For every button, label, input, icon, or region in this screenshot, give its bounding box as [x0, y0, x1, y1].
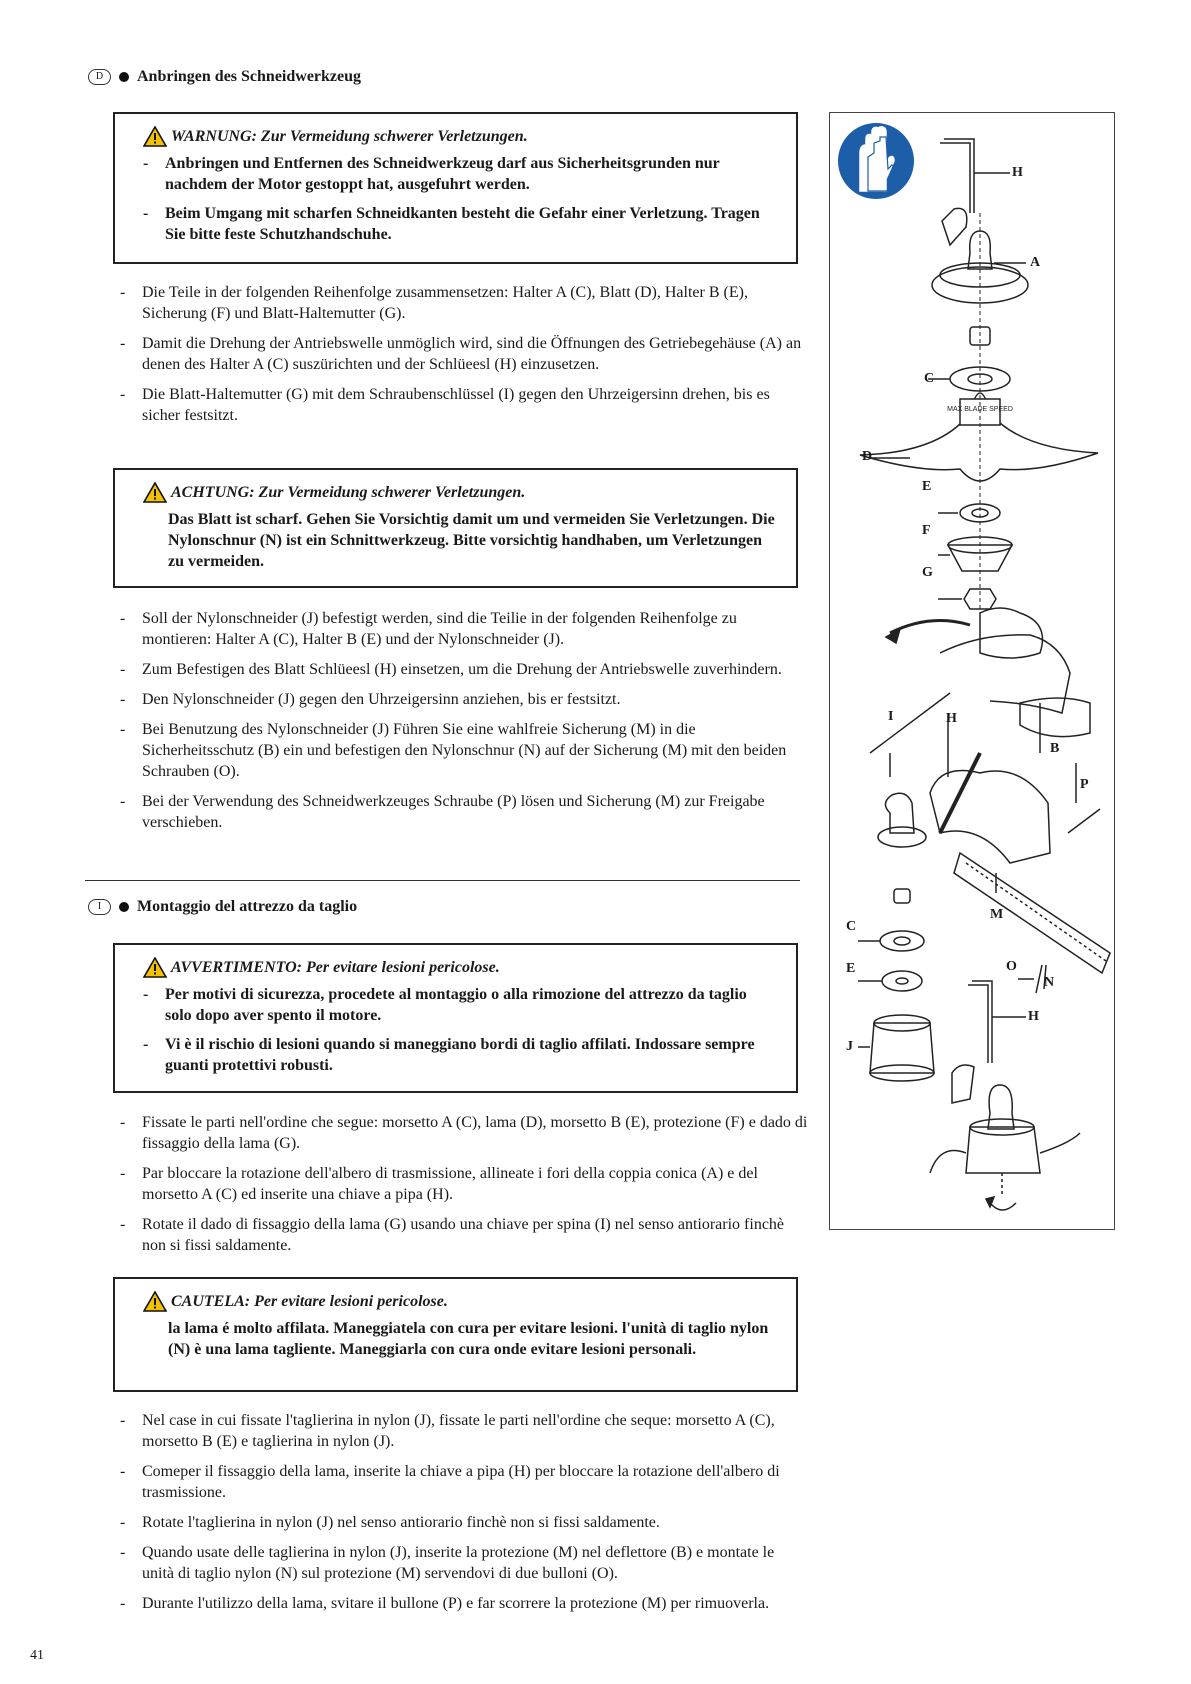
label-m: M [990, 907, 1004, 922]
label-n: N [1044, 975, 1055, 990]
italian-caution-box [113, 1277, 798, 1392]
label-g: G [922, 565, 933, 580]
label-c: C [924, 371, 935, 386]
german-warning-title: WARNUNG: Zur Vermeidung schwerer Verletzungen. [171, 127, 528, 145]
german-steps-2 [120, 608, 810, 842]
label-b: B [1050, 741, 1060, 756]
german-warning-title-row [143, 126, 776, 147]
list-item: - Damit die Drehung der Antriebswelle unmöglich wird, sind die Öffnungen des Getriebegehäuse (A) an denen des Halter A (C) suszürichten und der Schlüeesl (H) einzusetzen. [120, 335, 802, 373]
list-item: - Nel case in cui fissate l'taglierina in nylon (J), fissate le parti nell'ordine che seque: morsetto A (C), morsetto B (E) e taglierina in nylon (J). [120, 1412, 775, 1450]
warning-triangle-icon [143, 957, 167, 978]
italian-warning-item: - Per motivi di sicurezza, procedete al montaggio o alla rimozione del attrezzo da taglio solo dopo aver spento il motore. [143, 986, 747, 1024]
label-o: O [1006, 959, 1017, 974]
list-item: - Comeper il fissaggio della lama, inserite la chiave a pipa (H) per bloccare la rotazione dell'albero di trasmissione. [120, 1463, 780, 1501]
language-badge-de: D [88, 69, 111, 85]
assembly-diagram [830, 113, 1114, 1229]
language-badge-it: I [88, 899, 111, 915]
list-item: - Die Blatt-Haltemutter (G) mit dem Schraubenschlüssel (I) gegen den Uhrzeigersinn drehen, bis es sicher festsitzt. [120, 386, 770, 424]
italian-heading [88, 898, 357, 916]
german-heading [88, 68, 361, 86]
label-c2: C [846, 919, 857, 934]
bullet-dot-icon [119, 72, 129, 82]
label-j: J [846, 1039, 853, 1054]
list-item: - Durante l'utilizzo della lama, svitare il bullone (P) e far scorrere la protezione (M) per rimuoverla. [120, 1595, 770, 1612]
warning-triangle-icon [143, 1291, 167, 1312]
german-caution-text: Das Blatt ist scharf. Gehen Sie Vorsichtig damit um und vermeiden Sie Verletzungen. Die Nylonschnur (N) ist ein Schnittwerkzeug. Bitte vorsichtig handhaben, um Verletzungen zu vermeiden. [168, 511, 775, 570]
list-item: - Soll der Nylonschneider (J) befestigt werden, sind die Teilie in der folgenden Reihenfolge zu montieren: Halter A (C), Halter B (E) und der Nylonschneider (J). [120, 610, 737, 648]
label-e: E [922, 479, 932, 494]
german-caution-title: ACHTUNG: Zur Vermeidung schwerer Verletzungen. [171, 483, 526, 501]
list-item: - Bei der Verwendung des Schneidwerkzeuges Schraube (P) lösen und Sicherung (M) zur Freigabe verschieben. [120, 793, 765, 831]
italian-heading-text: Montaggio del attrezzo da taglio [137, 898, 358, 915]
label-h3: H [1028, 1009, 1039, 1024]
italian-warning-title-row [143, 957, 776, 978]
list-item: - Fissate le parti nell'ordine che segue: morsetto A (C), lama (D), morsetto B (E), protezione (F) e dado di fissaggio della lama (G). [120, 1114, 808, 1152]
italian-caution-text: la lama é molto affilata. Maneggiatela con cura per evitare lesioni. l'unità di taglio nylon (N) è una lama tagliente. Maneggiarla con cura onde evitare lesioni personali. [168, 1320, 769, 1358]
german-steps-1 [120, 282, 810, 435]
italian-warning-item: - Vi è il rischio di lesioni quando si maneggiano bordi di taglio affilati. Indossare sempre guanti protettivi robusti. [143, 1036, 755, 1074]
list-item: - Den Nylonschneider (J) gegen den Uhrzeigersinn anziehen, bis er festsitzt. [120, 691, 621, 708]
italian-warning-box [113, 943, 798, 1093]
german-warning-box [113, 112, 798, 264]
label-f: F [922, 523, 931, 538]
label-h2: H [946, 711, 957, 726]
list-item: - Par bloccare la rotazione dell'albero di trasmissione, allineate i fori della coppia conica (A) e del morsetto A (C) ed inserite una chiave a pipa (H). [120, 1165, 758, 1203]
warning-triangle-icon [143, 126, 167, 147]
blade-speed-text: MAX BLADE SPEED [947, 406, 1013, 413]
german-caution-box [113, 468, 798, 588]
list-item: - Die Teile in der folgenden Reihenfolge zusammensetzen: Halter A (C), Blatt (D), Halter B (E), Sicherung (F) und Blatt-Haltemutter (G). [120, 284, 748, 322]
list-item: - Bei Benutzung des Nylonschneider (J) Führen Sie eine wahlfreie Sicherung (M) in die Sicherheitsschutz (B) ein und befestigen den Nylonschnur (N) auf der Sicherung (M) mit den beiden Schrauben (O). [120, 721, 787, 780]
label-p: P [1080, 777, 1089, 792]
warning-triangle-icon [143, 482, 167, 503]
list-item: - Rotate il dado di fissaggio della lama (G) usando una chiave per spina (I) nel senso antiorario finchè non si fissi saldamente. [120, 1216, 785, 1254]
italian-steps-1 [120, 1112, 810, 1265]
label-i: I [888, 709, 894, 724]
list-item: - Zum Befestigen des Blatt Schlüeesl (H) einsetzen, um die Drehung der Antriebswelle zuverhindern. [120, 661, 782, 678]
german-heading-text: Anbringen des Schneidwerkzeug [137, 68, 362, 85]
label-d: D [862, 449, 873, 464]
italian-warning-title: AVVERTIMENTO: Per evitare lesioni pericolose. [171, 958, 500, 976]
label-h: H [1012, 165, 1023, 180]
gloves-icon [838, 123, 914, 199]
italian-caution-title: CAUTELA: Per evitare lesioni pericolose. [171, 1292, 448, 1310]
page-number: 41 [30, 1648, 44, 1663]
list-item: - Rotate l'taglierina in nylon (J) nel senso antiorario finchè non si fissi saldamente. [120, 1514, 660, 1531]
german-caution-title-row [143, 482, 776, 503]
assembly-illustration-panel [829, 112, 1115, 1230]
section-divider [85, 880, 800, 881]
list-item: - Quando usate delle taglierina in nylon (J), inserite la protezione (M) nel deflettore (B) e montate le unità di taglio nylon (N) sul protezione (M) servendovi di due bulloni (O). [120, 1544, 775, 1582]
label-e2: E [846, 961, 856, 976]
italian-caution-title-row [143, 1291, 776, 1312]
bullet-dot-icon [119, 902, 129, 912]
german-warning-item: - Anbringen und Entfernen des Schneidwerkzeug darf aus Sicherheitsgrunden nur nachdem der Motor gestoppt hat, ausgefuhrt werden. [143, 155, 720, 193]
label-a: A [1030, 255, 1041, 270]
german-warning-item: - Beim Umgang mit scharfen Schneidkanten besteht die Gefahr einer Verletzung. Tragen Sie bitte feste Schutzhandschuhe. [143, 205, 760, 243]
italian-steps-2 [120, 1410, 810, 1623]
